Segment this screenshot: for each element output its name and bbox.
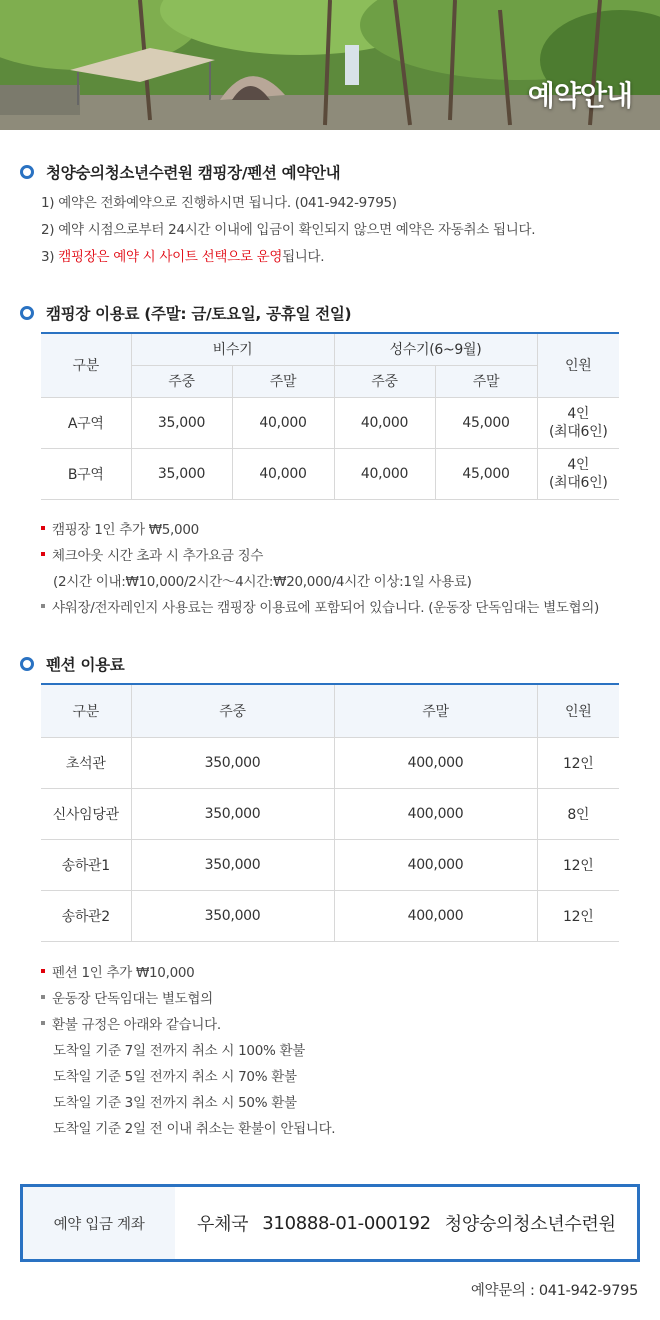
note-text: 환불 규정은 아래와 같습니다. <box>52 1017 221 1033</box>
header-banner <box>0 0 660 130</box>
account-holder: 청양숭의청소년수련원 <box>444 1214 616 1235</box>
pension-note-3 <box>41 1013 221 1033</box>
table-header-weekday: 주중 <box>131 365 232 397</box>
refund-rule: 도착일 기준 2일 전 이내 취소는 환불이 안됩니다. <box>53 1121 336 1137</box>
note-text: 샤워장/전자레인지 사용료는 캠핑장 이용료에 포함되어 있습니다. (운동장 단독임대는 별도협의) <box>52 600 600 616</box>
cell-price: 350,000 <box>131 788 334 839</box>
table-row <box>41 397 619 448</box>
table-header-weekend: 주말 <box>435 365 537 397</box>
cell-price: 40,000 <box>232 448 334 499</box>
table-header-people: 인원 <box>537 684 619 737</box>
account-label: 예약 입금 계좌 <box>23 1187 175 1259</box>
cell-price: 350,000 <box>131 890 334 941</box>
row-name: B구역 <box>41 448 131 499</box>
table-header-weekend: 주말 <box>232 365 334 397</box>
page-title: 예약안내 <box>527 79 632 112</box>
table-header-weekend: 주말 <box>334 684 537 737</box>
table-header-people: 인원 <box>537 333 619 397</box>
cell-people: 8인 <box>537 788 619 839</box>
row-name: 송하관1 <box>41 839 131 890</box>
circle-bullet-icon <box>20 165 34 179</box>
camping-note-2-detail: (2시간 이내:₩10,000/2시간～4시간:₩20,000/4시간 이상:1일 사용료) <box>53 574 472 590</box>
section-camping-heading <box>20 302 351 324</box>
bank-name: 우체국 <box>197 1214 249 1235</box>
cell-price: 35,000 <box>131 448 232 499</box>
people-count: 4인 <box>567 456 590 473</box>
pension-note-2 <box>41 987 213 1007</box>
pension-fee-table <box>41 683 619 942</box>
people-count: 4인 <box>567 405 590 422</box>
note-text: 캠핑장 1인 추가 ₩5,000 <box>52 522 199 538</box>
section-pension-heading <box>20 653 124 675</box>
table-row <box>41 448 619 499</box>
refund-rule: 도착일 기준 3일 전까지 취소 시 50% 환불 <box>53 1095 297 1111</box>
cell-price: 40,000 <box>334 397 435 448</box>
camping-note-3 <box>41 596 599 616</box>
deposit-account-box <box>20 1184 640 1262</box>
cell-price: 40,000 <box>232 397 334 448</box>
cell-price: 350,000 <box>131 737 334 788</box>
notice-line-2: 2) 예약 시점으로부터 24시간 이내에 입금이 확인되지 않으면 예약은 자동취소 됩니다. <box>41 222 536 238</box>
section-title: 펜션 이용료 <box>46 656 125 674</box>
square-bullet-icon <box>41 526 45 530</box>
table-header-weekday: 주중 <box>334 365 435 397</box>
camping-note-1 <box>41 518 199 538</box>
people-max: (최대6인) <box>548 423 608 440</box>
row-name: 초석관 <box>41 737 131 788</box>
cell-people <box>537 397 619 448</box>
cell-price: 45,000 <box>435 397 537 448</box>
cell-price: 400,000 <box>334 890 537 941</box>
contact-phone: 예약문의 : 041-942-9795 <box>470 1283 638 1299</box>
table-row <box>41 890 619 941</box>
cell-price: 400,000 <box>334 788 537 839</box>
notice-line-3 <box>41 245 324 265</box>
camping-note-2 <box>41 544 263 564</box>
section-title: 캠핑장 이용료 (주말: 금/토요일, 공휴일 전일) <box>46 305 352 323</box>
note-text: 운동장 단독임대는 별도협의 <box>52 991 213 1007</box>
account-number: 310888-01-000192 <box>262 1212 431 1234</box>
table-header-off-season: 비수기 <box>131 333 334 365</box>
notice-line-1: 1) 예약은 전화예약으로 진행하시면 됩니다. (041-942-9795) <box>41 195 397 211</box>
refund-rule: 도착일 기준 5일 전까지 취소 시 70% 환불 <box>53 1069 297 1085</box>
table-row <box>41 839 619 890</box>
square-bullet-icon <box>41 995 45 999</box>
table-header-weekday: 주중 <box>131 684 334 737</box>
square-bullet-icon <box>41 969 45 973</box>
cell-price: 35,000 <box>131 397 232 448</box>
cell-people: 12인 <box>537 890 619 941</box>
cell-people: 12인 <box>537 839 619 890</box>
note-text: 펜션 1인 추가 ₩10,000 <box>52 965 195 981</box>
note-text: 체크아웃 시간 초과 시 추가요금 징수 <box>52 548 264 564</box>
pension-note-1 <box>41 961 194 981</box>
section-title: 청양숭의청소년수련원 캠핑장/펜션 예약안내 <box>46 164 341 182</box>
people-max: (최대6인) <box>548 474 608 491</box>
table-header-category: 구분 <box>41 684 131 737</box>
cell-price: 400,000 <box>334 839 537 890</box>
cell-price: 45,000 <box>435 448 537 499</box>
camping-fee-table <box>41 332 619 500</box>
section-reservation-heading <box>20 161 340 183</box>
cell-people: 12인 <box>537 737 619 788</box>
circle-bullet-icon <box>20 306 34 320</box>
square-bullet-icon <box>41 552 45 556</box>
notice-line-3-highlight: 캠핑장은 예약 시 사이트 선택으로 운영 <box>58 249 283 265</box>
cell-people <box>537 448 619 499</box>
table-header-peak-season: 성수기(6~9월) <box>334 333 537 365</box>
square-bullet-icon <box>41 1021 45 1025</box>
table-row <box>41 737 619 788</box>
notice-line-3-suffix: 됩니다. <box>282 249 325 265</box>
row-name: 신사임당관 <box>41 788 131 839</box>
square-bullet-icon <box>41 604 45 608</box>
cell-price: 400,000 <box>334 737 537 788</box>
table-header-category: 구분 <box>41 333 131 397</box>
account-info <box>175 1187 637 1259</box>
cell-price: 350,000 <box>131 839 334 890</box>
cell-price: 40,000 <box>334 448 435 499</box>
circle-bullet-icon <box>20 657 34 671</box>
row-name: A구역 <box>41 397 131 448</box>
refund-rule: 도착일 기준 7일 전까지 취소 시 100% 환불 <box>53 1043 305 1059</box>
table-row <box>41 788 619 839</box>
row-name: 송하관2 <box>41 890 131 941</box>
notice-line-3-prefix: 3) <box>41 249 59 265</box>
